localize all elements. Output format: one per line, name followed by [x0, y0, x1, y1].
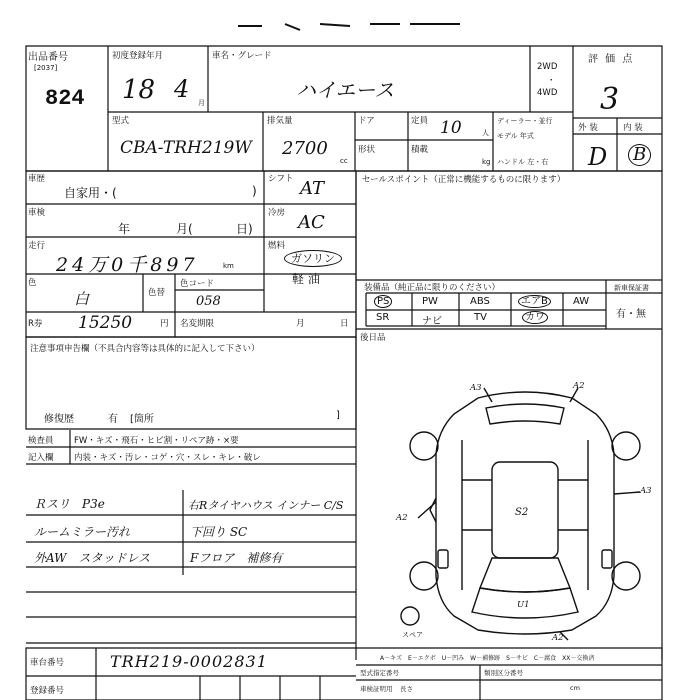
car-name: ハイエース — [296, 78, 395, 102]
damage-mark-a3-right: A3 — [640, 486, 652, 496]
equip-pw: PW — [422, 296, 438, 307]
equip-abs: ABS — [470, 296, 490, 307]
shaken-label: 車検 — [28, 208, 46, 218]
model-designation-label: 型式指定番号 — [360, 669, 399, 677]
exterior-grade: D — [588, 143, 608, 171]
shaken-year: 年 — [118, 222, 131, 236]
usage-value: 自家用・( — [64, 186, 117, 200]
shift-value: AT — [300, 178, 325, 199]
color-label: 色 — [28, 278, 37, 288]
lot-number: 824 — [45, 86, 85, 111]
category-label: 類別区分番号 — [484, 669, 523, 677]
length-label: 長さ — [400, 685, 413, 693]
equip-sr: SR — [376, 312, 390, 323]
color-code-label: 色コード — [180, 279, 215, 289]
mileage-label: 走行 — [28, 241, 46, 251]
drive-separator: ・ — [547, 76, 556, 86]
damage-legend: A－キズ E－エクボ U－凹み W－補修跡 S－サビ C－腐食 XX－交換済 — [380, 655, 595, 662]
entry-label: 記入欄 — [28, 453, 54, 463]
model-code: CBA-TRH219W — [120, 138, 252, 158]
handle-label: ハンドル 左・右 — [497, 158, 549, 166]
registration-number-label: 登録番号 — [30, 686, 65, 696]
mileage-value: 24万0千897 — [56, 254, 199, 276]
damage-mark-s2-roof: S2 — [515, 507, 529, 518]
recycle-value: 15250 — [78, 313, 133, 333]
car-name-label: 車名・グレード — [212, 51, 272, 61]
score-label: 評 価 点 — [588, 54, 635, 65]
name-change-label: 名変期限 — [180, 319, 215, 329]
equipment-label: 装備品（純正品に限りのください） — [364, 283, 501, 293]
spare-label: スペア — [402, 631, 423, 639]
displacement-value: 2700 — [282, 138, 328, 159]
repair-history-value: 有 — [108, 414, 118, 425]
name-change-month: 月 — [296, 319, 305, 329]
yen-unit: 円 — [160, 319, 169, 329]
remark-right-3: Fフロア 補修有 — [190, 551, 283, 565]
interior-grade: B — [628, 144, 651, 166]
fuel-gasoline: ガソリン — [284, 250, 342, 267]
shift-label: シフト — [268, 174, 294, 184]
month-unit: 月 — [198, 99, 205, 107]
ac-value: AC — [298, 212, 325, 233]
interior-label: 内 装 — [623, 123, 643, 133]
usage-close: ) — [252, 184, 257, 198]
equip-navi: ナビ — [422, 316, 442, 327]
new-car-warranty-label: 新車保証書 — [614, 284, 649, 292]
color-code: 058 — [196, 294, 221, 309]
person-unit: 人 — [482, 129, 489, 137]
damage-mark-a3-top: A3 — [470, 383, 482, 393]
name-change-day: 日 — [340, 319, 349, 329]
sales-point-label: セールスポイント（正常に機能するものに限ります） — [362, 175, 566, 185]
dealer-label: ディーラー・並行 — [497, 117, 553, 125]
length-unit: cm — [570, 684, 580, 692]
lot-small-code: [2037] — [34, 64, 58, 72]
remark-left-2: ルームミラー汚れ — [34, 525, 131, 539]
cert-label: 車検証明用 — [360, 685, 393, 693]
registration-year: 18 — [122, 75, 156, 105]
fuel-label: 燃料 — [268, 241, 286, 251]
warranty-value: 有・無 — [616, 309, 646, 320]
load-label: 積載 — [411, 145, 429, 155]
inspector-items: FW・キズ・飛石・ヒビ割・リペア跡・×要 — [74, 436, 239, 446]
exterior-label: 外 装 — [578, 123, 598, 133]
kg-unit: kg — [482, 158, 491, 166]
shaken-day: 日) — [236, 222, 253, 236]
remark-right-2: 下回り SC — [190, 525, 248, 539]
entry-items: 内装・キズ・汚レ・コゲ・穴・スレ・キレ・破レ — [74, 453, 261, 463]
remark-left-3: 外AW スタッドレス — [34, 551, 151, 565]
equip-leather: カワ — [522, 311, 548, 324]
usage-label: 車歴 — [28, 174, 46, 184]
color-value: 白 — [74, 290, 90, 308]
damage-mark-a2-top: A2 — [573, 381, 585, 391]
cc-unit: cc — [340, 157, 348, 165]
km-unit: km — [223, 262, 234, 270]
capacity-value: 10 — [440, 118, 462, 138]
shape-label: 形状 — [358, 145, 376, 155]
remark-left-1: Ｒスリ P3e — [34, 497, 105, 511]
equip-airbag: エアB — [518, 295, 551, 308]
damage-mark-a2-bottom: A2 — [552, 633, 564, 643]
chassis-label: 車台番号 — [30, 658, 65, 668]
damage-mark-u1-front: U1 — [517, 600, 530, 610]
repair-place: [箇所 — [130, 414, 154, 425]
repair-close: ] — [336, 410, 340, 421]
registration-month: 4 — [174, 75, 190, 103]
color-change-label: 色替 — [148, 288, 166, 298]
notes-label: 注意事項申告欄（不具合内容等は具体的に記入して下さい） — [30, 344, 260, 354]
repair-history-label: 修復歴 — [44, 414, 74, 425]
chassis-number: TRH219-0002831 — [110, 652, 268, 671]
recycle-label: R券 — [28, 319, 43, 329]
displacement-label: 排気量 — [267, 116, 293, 126]
shaken-month: 月( — [176, 222, 193, 236]
fuel-light-oil: 軽 油 — [292, 272, 320, 286]
remark-right-1: 右Rタイヤハウス インナー C/S — [188, 499, 344, 512]
inspector-label: 検査員 — [28, 436, 54, 446]
equip-aw: AW — [573, 296, 590, 307]
overall-score: 3 — [600, 82, 620, 117]
after-parts-label: 後日品 — [360, 333, 386, 343]
equip-ps: PS — [374, 295, 392, 308]
model-label: 型式 — [112, 116, 130, 126]
lot-number-label: 出品番号 — [28, 52, 68, 63]
capacity-label: 定員 — [411, 116, 429, 126]
model-year-label: モデル 年式 — [497, 132, 534, 140]
equip-tv: TV — [474, 312, 487, 323]
door-label: ドア — [358, 116, 375, 126]
drive-2wd: 2WD — [537, 62, 558, 72]
damage-mark-a2-left: A2 — [396, 513, 408, 523]
ac-label: 冷房 — [268, 208, 286, 218]
drive-4wd: 4WD — [537, 88, 558, 98]
first-registration-label: 初度登録年月 — [112, 51, 164, 61]
